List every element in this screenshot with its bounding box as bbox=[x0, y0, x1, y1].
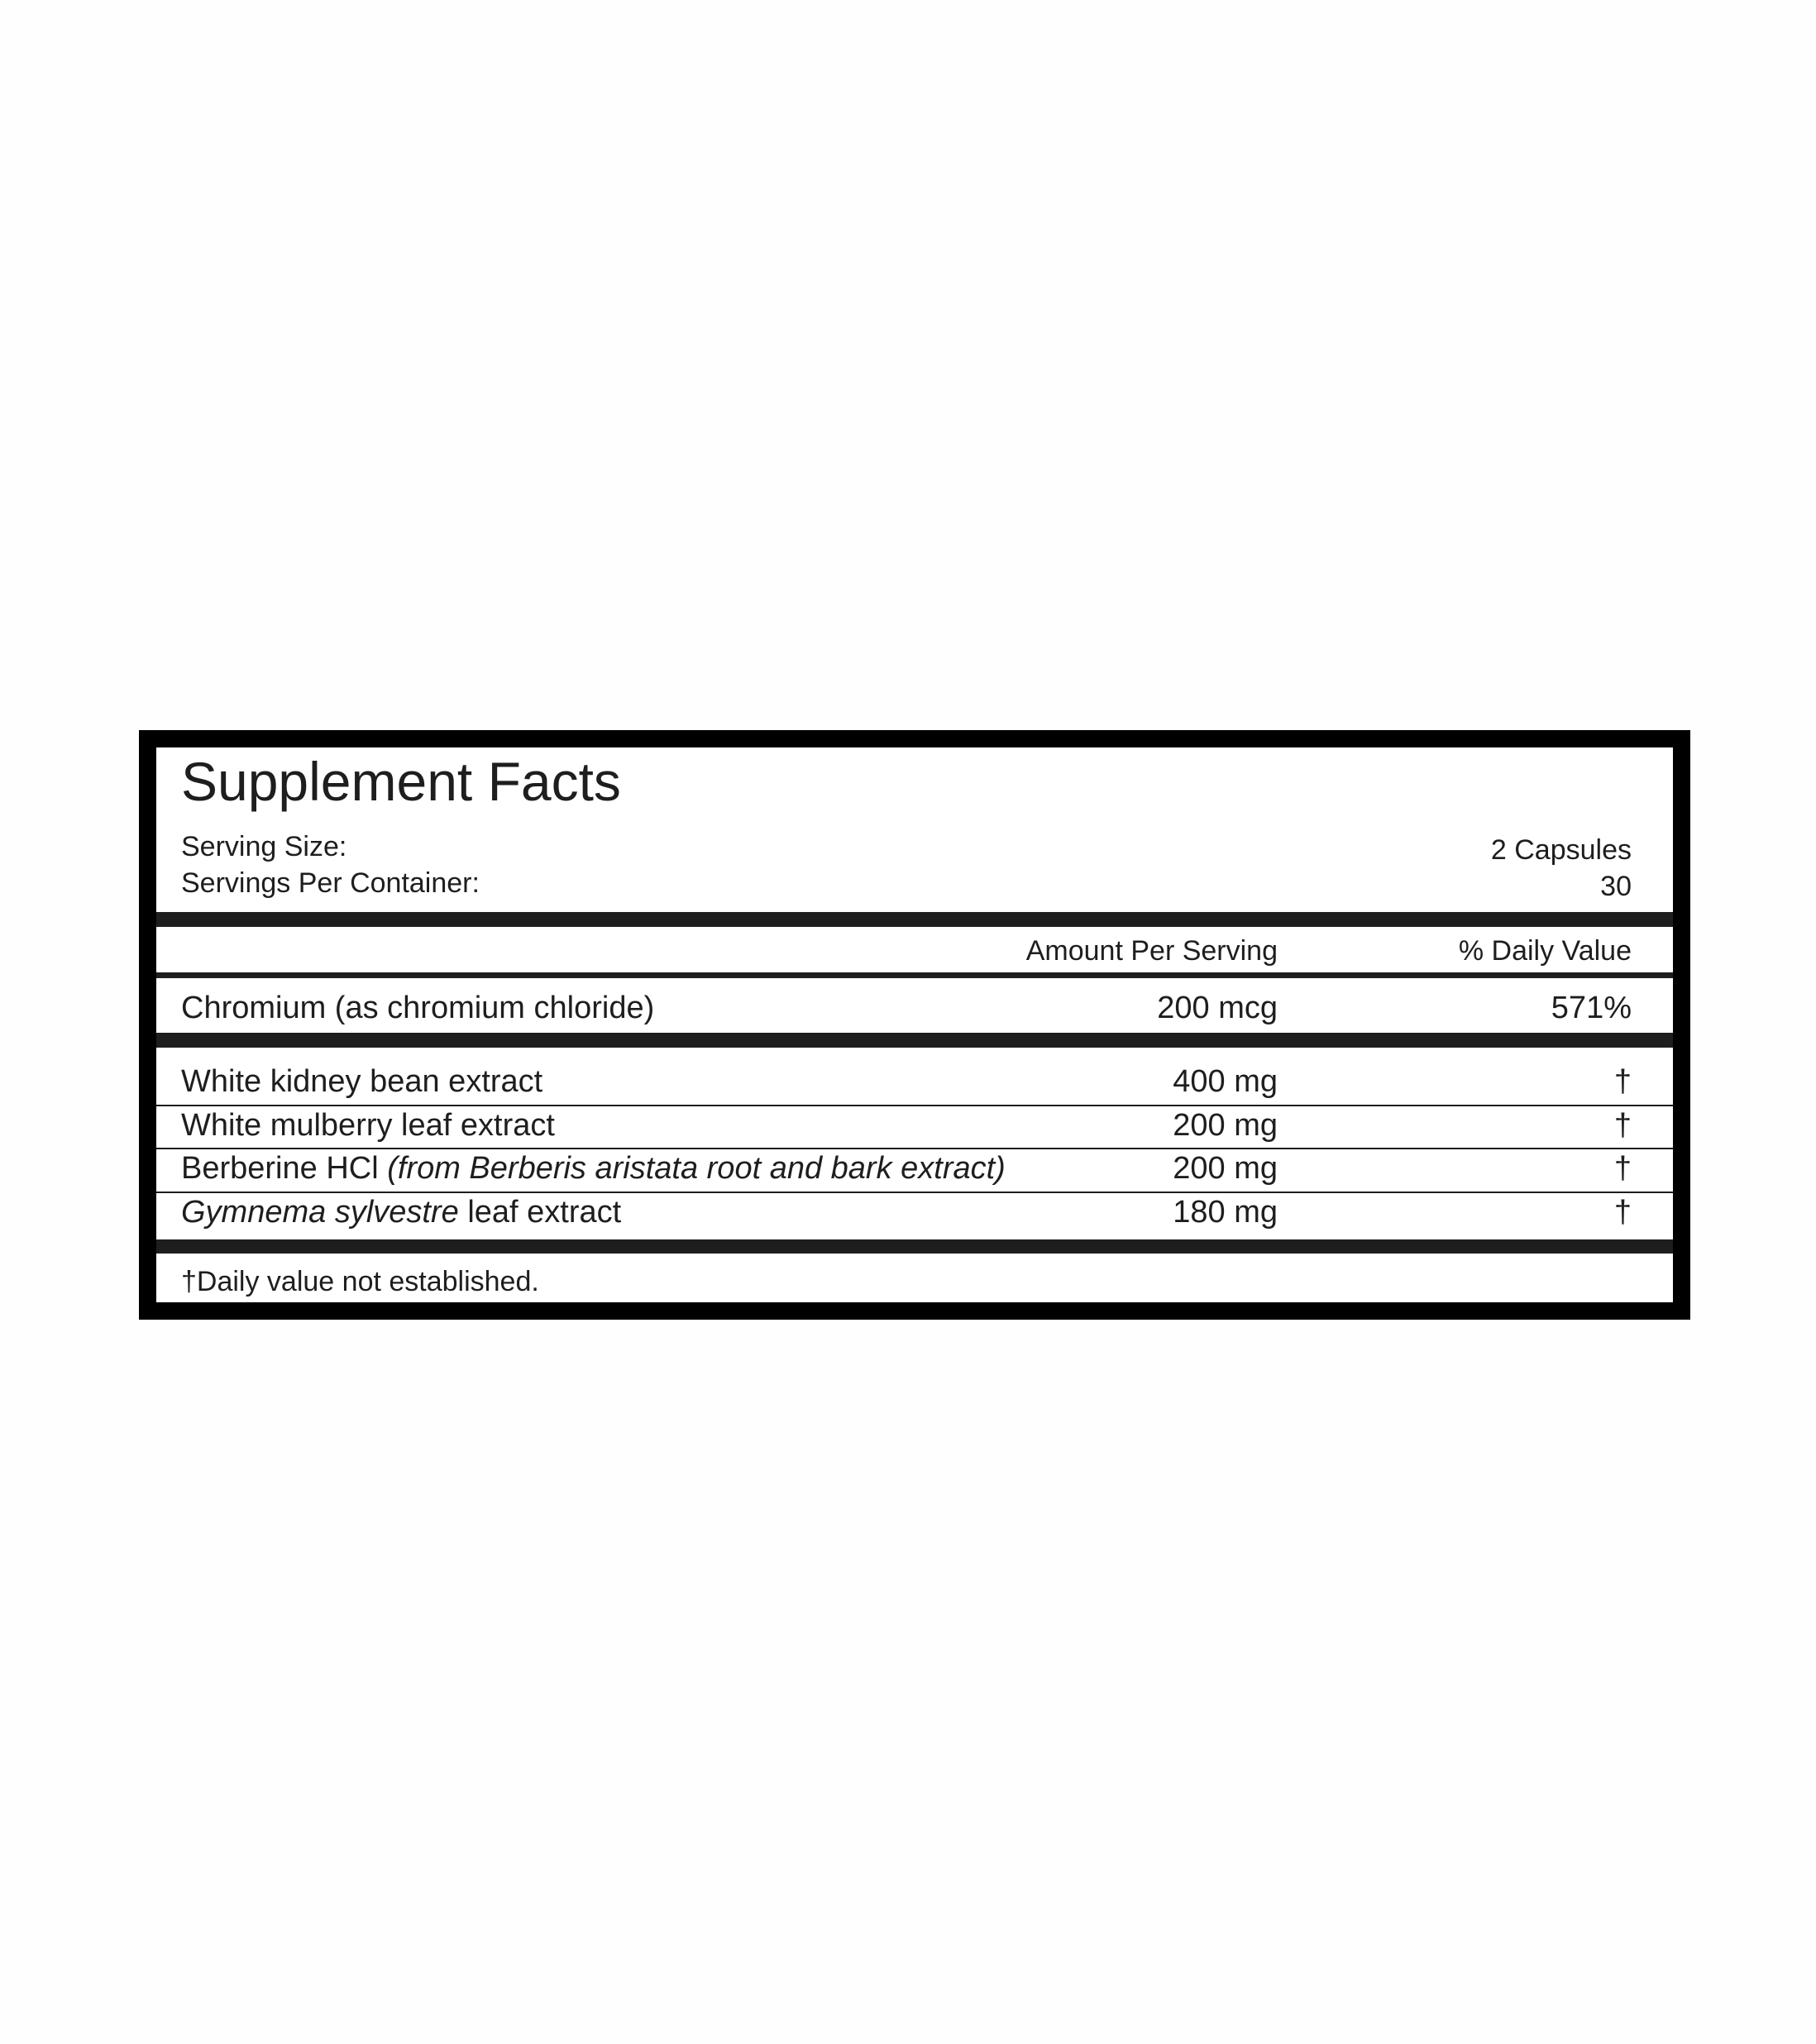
ingredient-name-main: Berberine HCl bbox=[181, 1151, 379, 1186]
ingredient-amount: 180 mg bbox=[1173, 1195, 1278, 1230]
thick-divider bbox=[156, 1239, 1673, 1254]
ingredient-daily-value: † bbox=[1613, 1195, 1632, 1230]
ingredient-name: White kidney bean extract bbox=[181, 1064, 543, 1099]
ingredient-daily-value: † bbox=[1613, 1151, 1632, 1186]
chromium-daily-value: 571% bbox=[1551, 991, 1632, 1025]
servings-per-container-value: 30 bbox=[1600, 871, 1632, 902]
ingredient-name: White mulberry leaf extract bbox=[181, 1108, 555, 1143]
footnote: †Daily value not established. bbox=[181, 1266, 539, 1297]
supplement-facts-panel bbox=[139, 730, 1690, 1320]
ingredient-daily-value: † bbox=[1613, 1108, 1632, 1143]
ingredient-name-italic: Gymnema sylvestre bbox=[181, 1195, 459, 1230]
ingredient-name-main: leaf extract bbox=[467, 1195, 622, 1230]
header-amount-per-serving: Amount Per Serving bbox=[1025, 935, 1278, 967]
chromium-name: Chromium (as chromium chloride) bbox=[181, 991, 655, 1025]
servings-per-container-label: Servings Per Container: bbox=[181, 867, 480, 899]
medium-divider bbox=[156, 972, 1673, 978]
ingredient-name bbox=[181, 1148, 1006, 1189]
thick-divider bbox=[156, 912, 1673, 927]
serving-size-label: Serving Size: bbox=[181, 831, 347, 862]
serving-size-value: 2 Capsules bbox=[1490, 834, 1632, 866]
ingredient-name bbox=[181, 1192, 621, 1233]
ingredient-amount: 200 mg bbox=[1173, 1108, 1278, 1143]
chromium-amount: 200 mcg bbox=[1157, 991, 1278, 1025]
thick-divider bbox=[156, 1033, 1673, 1048]
header-daily-value: % Daily Value bbox=[1458, 935, 1632, 967]
ingredient-amount: 400 mg bbox=[1173, 1064, 1278, 1099]
ingredient-amount: 200 mg bbox=[1173, 1151, 1278, 1186]
ingredient-daily-value: † bbox=[1613, 1064, 1632, 1099]
panel-title: Supplement Facts bbox=[181, 751, 621, 812]
ingredient-name-note: (from Berberis aristata root and bark extract) bbox=[387, 1151, 1006, 1186]
